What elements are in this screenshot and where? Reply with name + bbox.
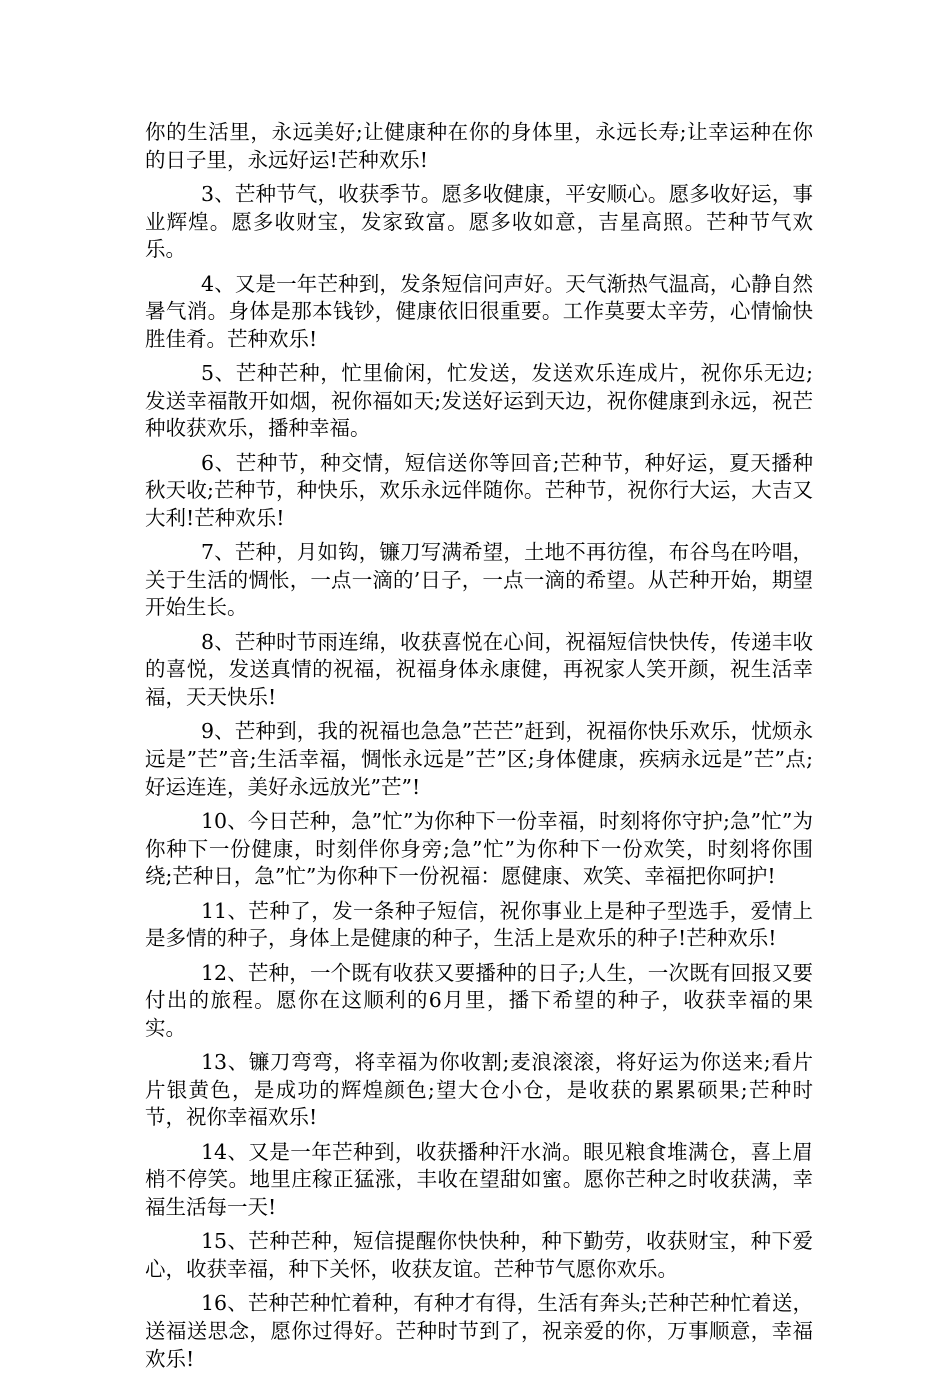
paragraph-item-10: 10、今日芒种，急”忙”为你种下一份幸福，时刻将你守护;急”忙”为你种下一份健康，时刻伴你身旁;急”忙”为你种下一份欢笑，时刻将你围绕;芒种日，急”忙”为你种下一份祝福：愿健康、欢笑、幸福把你呵护! — [145, 809, 813, 889]
document-body — [145, 119, 813, 1380]
paragraph-item-13: 13、镰刀弯弯，将幸福为你收割;麦浪滚滚，将好运为你送来;看片片银黄色，是成功的辉煌颜色;望大仓小仓，是收获的累累硕果;芒种时节，祝你幸福欢乐! — [145, 1050, 813, 1130]
paragraph-item-3: 3、芒种节气，收获季节。愿多收健康，平安顺心。愿多收好运，事业辉煌。愿多收财宝，发家致富。愿多收如意，吉星高照。芒种节气欢乐。 — [145, 181, 813, 262]
paragraph-item-9: 9、芒种到，我的祝福也急急”芒芒”赶到，祝福你快乐欢乐，忧烦永远是”芒”音;生活幸福，惆怅永远是”芒”区;身体健康，疾病永远是”芒”点;好运连连，美好永远放光”芒”! — [145, 719, 813, 799]
paragraph-item-14: 14、又是一年芒种到，收获播种汗水淌。眼见粮食堆满仓，喜上眉梢不停笑。地里庄稼正猛涨，丰收在望甜如蜜。愿你芒种之时收获满，幸福生活每一天! — [145, 1139, 813, 1219]
paragraph-item-12: 12、芒种，一个既有收获又要播种的日子;人生，一次既有回报又要付出的旅程。愿你在这顺利的6月里，播下希望的种子，收获幸福的果实。 — [145, 960, 813, 1040]
paragraph-item-5: 5、芒种芒种，忙里偷闲，忙发送，发送欢乐连成片，祝你乐无边;发送幸福散开如烟，祝你福如天;发送好运到天边，祝你健康到永远，祝芒种收获欢乐，播种幸福。 — [145, 361, 813, 441]
paragraph-item-4: 4、又是一年芒种到，发条短信问声好。天气渐热气温高，心静自然暑气消。身体是那本钱钞，健康依旧很重要。工作莫要太辛劳，心情愉快胜佳肴。芒种欢乐! — [145, 271, 813, 351]
paragraph-item-7: 7、芒种，月如钩，镰刀写满希望，土地不再彷徨，布谷鸟在吟唱，关于生活的惆怅，一点一滴的’日子，一点一滴的希望。从芒种开始，期望开始生长。 — [145, 540, 813, 620]
paragraph-item-16: 16、芒种芒种忙着种，有种才有得，生活有奔头;芒种芒种忙着送，送福送思念，愿你过得好。芒种时节到了，祝亲爱的你，万事顺意，幸福欢乐! — [145, 1291, 813, 1371]
paragraph-item-11: 11、芒种了，发一条种子短信，祝你事业上是种子型选手，爱情上是多情的种子，身体上是健康的种子，生活上是欢乐的种子!芒种欢乐! — [145, 898, 813, 951]
paragraph-item-8: 8、芒种时节雨连绵，收获喜悦在心间，祝福短信快快传，传递丰收的喜悦，发送真情的祝福，祝福身体永康健，再祝家人笑开颜，祝生活幸福，天天快乐! — [145, 629, 813, 710]
paragraph-item-15: 15、芒种芒种，短信提醒你快快种，种下勤劳，收获财宝，种下爱心，收获幸福，种下关怀，收获友谊。芒种节气愿你欢乐。 — [145, 1229, 813, 1281]
paragraph-continuation: 你的生活里，永远美好;让健康种在你的身体里，永远长寿;让幸运种在你的日子里，永远好运!芒种欢乐! — [145, 120, 813, 172]
paragraph-item-6: 6、芒种节，种交情，短信送你等回音;芒种节，种好运，夏天播种秋天收;芒种节，种快乐，欢乐永远伴随你。芒种节，祝你行大运，大吉又大利!芒种欢乐! — [145, 450, 813, 530]
